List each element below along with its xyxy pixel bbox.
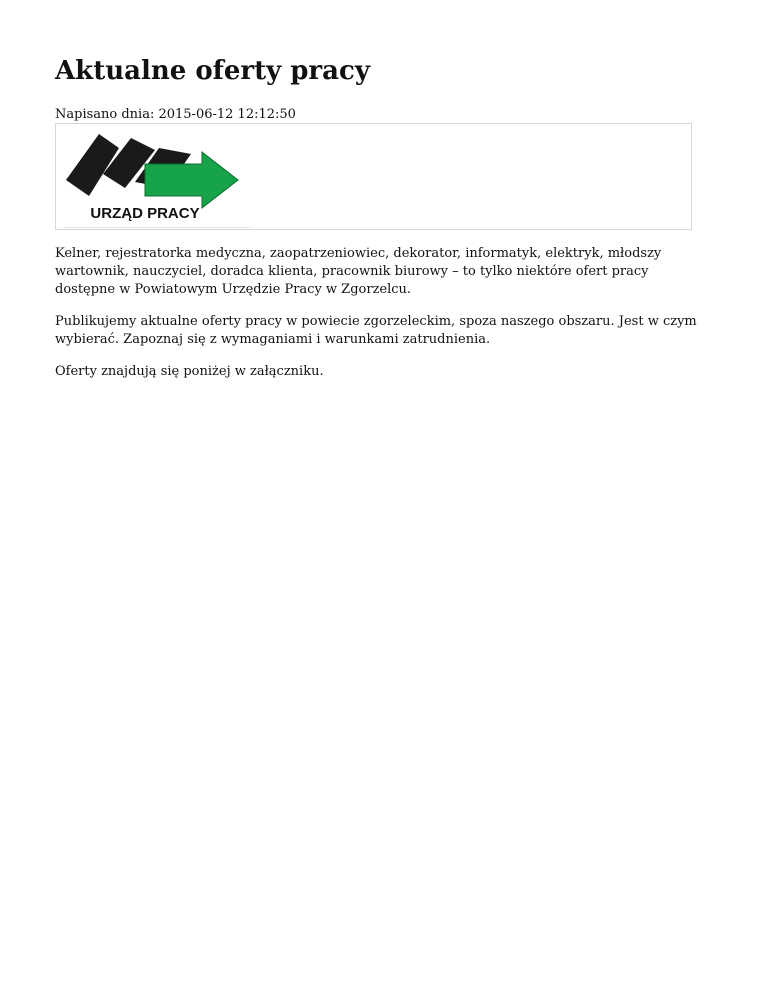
body-paragraph: Oferty znajdują się poniżej w załączniku.: [55, 364, 324, 379]
article-image-frame: [55, 123, 692, 230]
logo-text: URZĄD PRACY: [90, 205, 200, 222]
publish-date: Napisano dnia: 2015-06-12 12:12:50: [55, 107, 296, 122]
body-paragraph: Publikujemy aktualne oferty pracy w powiecie zgorzeleckim, spoza naszego obszaru. Jest w czym wybierać. Zapoznaj się z wymaganiami i warunkami zatrudnienia.: [55, 314, 697, 347]
urzad-pracy-logo: [63, 130, 251, 226]
logo-divider: [63, 227, 251, 228]
body-paragraph: Kelner, rejestratorka medyczna, zaopatrzeniowiec, dekorator, informatyk, elektryk, młodszy wartownik, nauczyciel, doradca klienta, pracownik biurowy – to tylko niektóre ofert pracy dostępne w Powiatowym Urzędzie Pracy w Zgorzelcu.: [55, 246, 662, 297]
page-title: Aktualne oferty pracy: [55, 56, 370, 86]
article-body: [55, 245, 705, 395]
